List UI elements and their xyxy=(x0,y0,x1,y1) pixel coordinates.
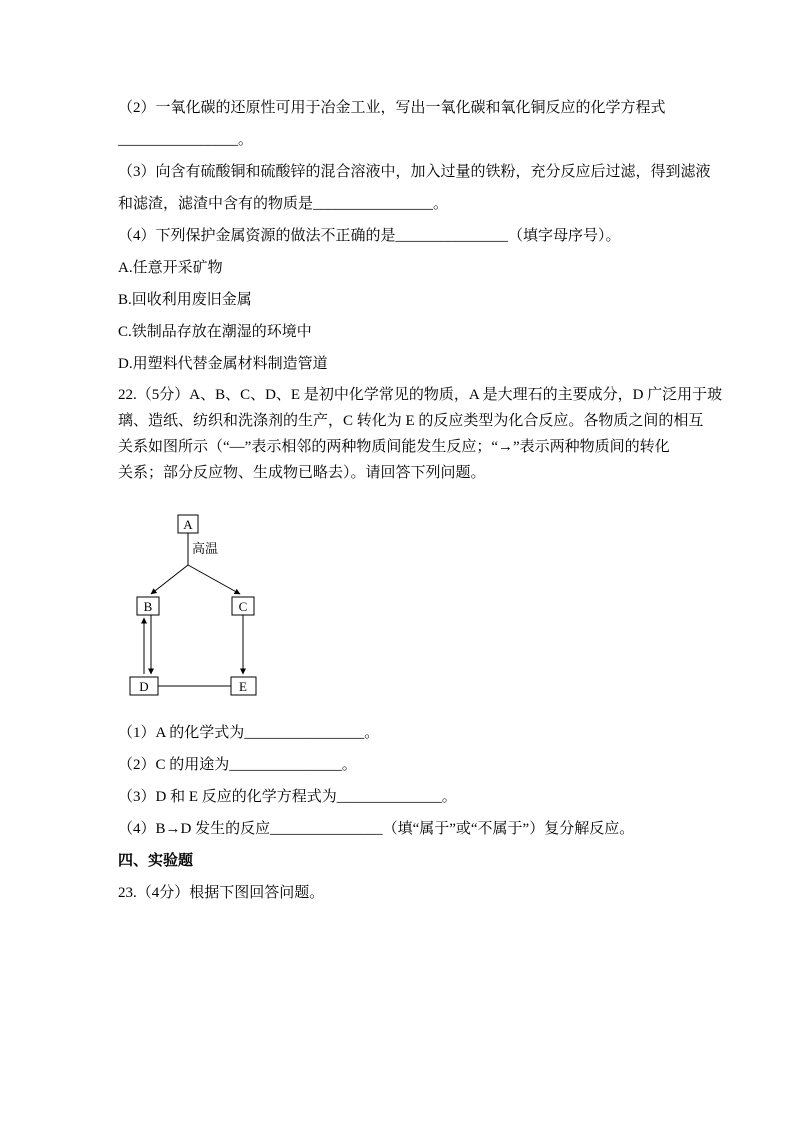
q21-part2-line1: （2）一氧化碳的还原性可用于冶金工业，写出一氧化碳和氧化铜反应的化学方程式 xyxy=(118,100,666,116)
q21-part4-option-b: B.回收利用废旧金属 xyxy=(118,292,252,308)
node-label-a: A xyxy=(183,517,193,532)
node-label-e: E xyxy=(239,679,247,694)
node-label-c: C xyxy=(238,599,248,614)
q22-intro-line1: 22.（5分）A、B、C、D、E 是初中化学常见的物质，A 是大理石的主要成分，D 广泛用于玻 xyxy=(118,387,723,403)
q21-part2-blank-line: ________________。 xyxy=(118,132,254,148)
node-label-d: D xyxy=(139,679,149,694)
q21-part4-option-d: D.用塑料代替金属材料制造管道 xyxy=(118,356,328,372)
edge-a-to-b-arrow xyxy=(151,565,188,594)
q22-sub3: （3）D 和 E 反应的化学方程式为______________。 xyxy=(118,789,457,805)
condition-label-gaowen: 高温 xyxy=(192,541,219,556)
q23-text: 23.（4分）根据下图回答问题。 xyxy=(118,885,325,901)
q21-part3-line1: （3）向含有硫酸铜和硫酸锌的混合溶液中，加入过量的铁粉，充分反应后过滤，得到滤液 xyxy=(118,164,711,180)
q22-sub1: （1）A 的化学式为________________。 xyxy=(118,725,380,741)
q22-intro-line4: 关系；部分反应物、生成物已略去）。请回答下列问题。 xyxy=(118,465,486,481)
q22-intro-line2: 璃、造纸、纺织和洗涤剂的生产，C 转化为 E 的反应类型为化合反应。各物质之间的相互 xyxy=(118,413,704,429)
q21-part4-text: （4）下列保护金属资源的做法不正确的是_______________（填字母序号）。 xyxy=(118,228,621,244)
section-heading-experiment: 四、实验题 xyxy=(118,853,194,869)
relationship-diagram xyxy=(124,508,276,704)
q21-part3-line2: 和滤渣，滤渣中含有的物质是________________。 xyxy=(118,196,449,212)
q22-sub4: （4）B→D 发生的反应_______________（填“属于”或“不属于”）复分解反应。 xyxy=(118,821,635,837)
q21-part4-option-c: C.铁制品存放在潮湿的环境中 xyxy=(118,324,312,340)
q21-part4-option-a: A.任意开采矿物 xyxy=(118,260,223,276)
node-label-b: B xyxy=(143,599,153,614)
q22-intro-paragraph xyxy=(118,382,723,486)
edge-a-to-c-arrow xyxy=(188,565,240,594)
q22-figure xyxy=(124,508,678,709)
q22-sub2: （2）C 的用途为_______________。 xyxy=(118,757,357,773)
q22-intro-line3: 关系如图所示（“—”表示相邻的两种物质间能发生反应；“→”表示两种物质间的转化 xyxy=(118,439,670,455)
